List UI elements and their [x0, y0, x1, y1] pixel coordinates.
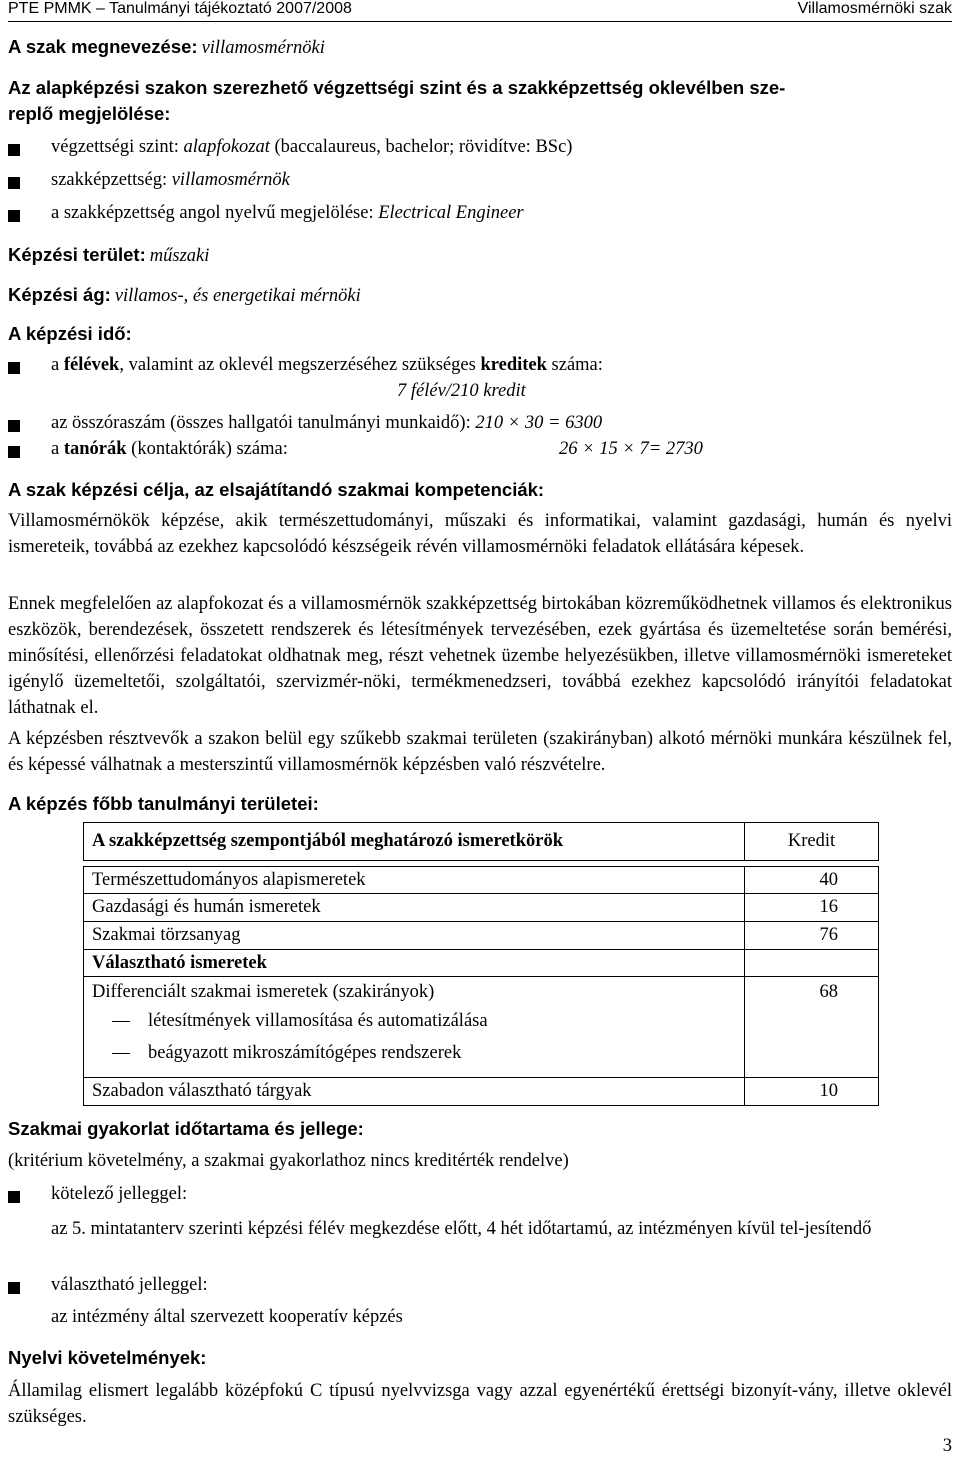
vegzettseg-heading-2: replő megjelölése:	[8, 103, 171, 124]
szakirany-item: létesítmények villamosítása és automatizálása	[92, 1005, 736, 1037]
credit-table	[83, 822, 879, 1106]
cel-paragraph-1: Villamosmérnökök képzése, akik természettudományi, műszaki és informatikai, valamint gazdasági, humán és nyelvi ismereteik, továbbá az ezekhez kapcsolódó készségeik révén villamosmérnöki feladatok ellátására képesek.	[8, 511, 952, 557]
bullet-icon	[8, 446, 20, 458]
tanorak-value: 26 × 15 × 7= 2730	[559, 439, 703, 459]
list-item-szakkepzettseg: szakképzettség: villamosmérnök	[51, 170, 290, 190]
list-item-angol: a szakképzettség angol nyelvű megjelölése: Electrical Engineer	[51, 203, 524, 223]
terulet-line	[8, 244, 209, 267]
table-row	[84, 894, 879, 922]
gyakorlat-note: (kritérium követelmény, a szakmai gyakorlathoz nincs kreditérték rendelve)	[8, 1151, 569, 1171]
table-cell-name: Szabadon választható tárgyak	[84, 1078, 745, 1106]
running-header	[8, 0, 952, 21]
table-row	[84, 867, 879, 894]
table-cell-kredit: 10	[745, 1078, 879, 1106]
table-cell-kredit: 68	[745, 977, 879, 1078]
table-cell-name: Gazdasági és humán ismeretek	[84, 894, 745, 922]
bullet-icon	[8, 144, 20, 156]
table-cell-name: Természettudományos alapismeretek	[84, 867, 745, 894]
list-item-osszoraszam: az összóraszám (összes hallgatói tanulmányi munkaidő): 210 × 30 = 6300	[51, 413, 603, 433]
page-number: 3	[942, 1436, 952, 1456]
terulet-label: Képzési terület:	[8, 244, 146, 265]
dash-icon	[112, 1021, 130, 1022]
felevek-value: 7 félév/210 kredit	[397, 381, 526, 401]
ag-label: Képzési ág:	[8, 284, 111, 305]
list-item-felevek: a félévek, valamint az oklevél megszerzéséhez szükséges kreditek száma:	[51, 355, 603, 375]
szakirany-item: beágyazott mikroszámítógépes rendszerek	[92, 1037, 736, 1069]
vegzettseg-heading-1: Az alapképzési szakon szerezhető végzettségi szint és a szakképzettség oklevélben sze-	[8, 77, 786, 98]
nyelvi-text: Államilag elismert legalább középfokú C típusú nyelvvizsga vagy azzal egyenértékű érettségi bizonyít-vány, illetve oklevél szükséges.	[8, 1381, 952, 1427]
table-cell-valaszthato: Választható ismeretek	[84, 950, 745, 977]
header-title: PTE PMMK – Tanulmányi tájékoztató 2007/2008	[8, 0, 352, 17]
table-row	[84, 922, 879, 950]
cel-paragraph-3: A képzésben résztvevők a szakon belül egy szűkebb szakmai területen (szakirányban) alkotó mérnöki munkára készülnek fel, és képessé válhatnak a mesterszintű villamosmérnök képzésben való részvételre.	[8, 729, 952, 775]
header-rule	[8, 21, 952, 22]
table-row-valaszthato	[84, 950, 879, 977]
bullet-icon	[8, 1191, 20, 1203]
table-row	[84, 1078, 879, 1106]
bullet-icon	[8, 210, 20, 222]
szak-label: A szak megnevezése:	[8, 36, 198, 57]
table-cell-kredit: 16	[745, 894, 879, 922]
gyakorlat-heading: Szakmai gyakorlat időtartama és jellege:	[8, 1118, 364, 1139]
table-cell-kredit: 76	[745, 922, 879, 950]
table-cell-differencialt	[84, 977, 745, 1078]
table-row-differencialt	[84, 977, 879, 1078]
dash-icon	[112, 1053, 130, 1054]
nyelvi-heading: Nyelvi követelmények:	[8, 1347, 207, 1368]
teruletek-heading: A képzés főbb tanulmányi területei:	[8, 793, 319, 814]
gyakorlat-valaszthato-desc: az intézmény által szervezett kooperatív képzés	[51, 1307, 403, 1327]
list-item-tanorak: a tanórák (kontaktórák) száma:	[51, 439, 288, 459]
header-section: Villamosmérnöki szak	[797, 0, 952, 17]
szak-value: villamosmérnöki	[201, 38, 325, 58]
gyakorlat-kotelezo: kötelező jelleggel:	[51, 1184, 188, 1204]
cel-heading: A szak képzési célja, az elsajátítandó szakmai kompetenciák:	[8, 479, 545, 500]
ag-value: villamos-, és energetikai mérnöki	[114, 286, 361, 306]
table-header-kredit: Kredit	[745, 823, 879, 861]
table-cell-empty	[745, 950, 879, 977]
table-cell-name: Szakmai törzsanyag	[84, 922, 745, 950]
ag-line	[8, 284, 361, 307]
ido-heading: A képzési idő:	[8, 323, 132, 344]
bullet-icon	[8, 177, 20, 189]
gyakorlat-kotelezo-desc: az 5. mintatanterv szerinti képzési félév megkezdése előtt, 4 hét időtartamú, az intézményen kívül tel-jesítendő	[51, 1219, 872, 1239]
cel-paragraph-2: Ennek megfelelően az alapfokozat és a villamosmérnök szakképzettség birtokában közreműködhetnek villamos és elektronikus eszközök, berendezések, összetett rendszerek és létesítmények tervezésében, ezek gyártása és üzemeltetése során bemérési, minősítési, ellenőrzési feladatokat oldhatnak meg, részt vehetnek üzembe helyezésükben, illetve villamosmérnöki ismereteket igénylő üzemeltetői, szolgáltatói, szervizmér-nöki, termékmenedzseri, továbbá ezekhez kapcsolódó irányítói feladatokat láthatnak el.	[8, 594, 952, 718]
terulet-value: műszaki	[149, 246, 210, 266]
szak-line	[8, 36, 325, 59]
bullet-icon	[8, 362, 20, 374]
list-item-vegzettseg: végzettségi szint: alapfokozat (baccalaureus, bachelor; rövidítve: BSc)	[51, 137, 573, 157]
differencialt-label: Differenciált szakmai ismeretek (szakirányok)	[92, 982, 435, 1002]
bullet-icon	[8, 1282, 20, 1294]
gyakorlat-valaszthato: választható jelleggel:	[51, 1275, 208, 1295]
table-header-ismeretkorok: A szakképzettség szempontjából meghatározó ismeretkörök	[84, 823, 745, 861]
table-cell-kredit: 40	[745, 867, 879, 894]
table-header-row	[84, 823, 879, 861]
bullet-icon	[8, 420, 20, 432]
